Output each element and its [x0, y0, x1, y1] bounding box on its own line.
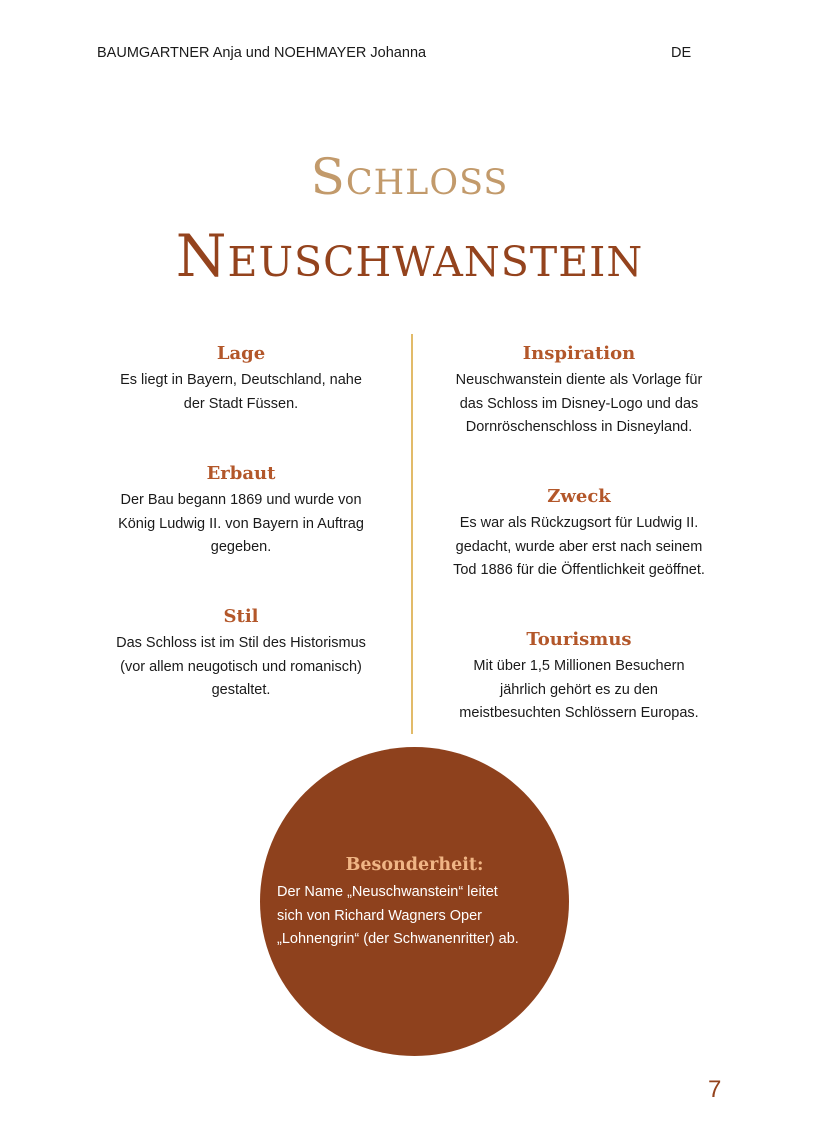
header-authors: BAUMGARTNER Anja und NOEHMAYER Johanna — [97, 45, 427, 61]
section-tourismus-heading: Tourismus — [526, 629, 632, 650]
header-language: DE — [671, 45, 692, 61]
section-lage-heading: Lage — [216, 343, 266, 364]
section-inspiration-heading: Inspiration — [522, 343, 636, 364]
section-tourismus — [429, 629, 729, 726]
section-lage — [91, 343, 391, 416]
section-zweck-heading: Zweck — [547, 486, 611, 507]
center-divider — [411, 334, 413, 734]
section-stil-text: Das Schloss ist im Stil des Historismus (vor allem neugotisch und romanisch) gestaltet. — [116, 635, 366, 698]
section-erbaut-heading: Erbaut — [206, 463, 276, 484]
section-inspiration-text: Neuschwanstein diente als Vorlage für das Schloss im Disney-Logo und das Dornröschenschloss in Disneyland. — [455, 372, 703, 435]
page-title-line-1: Schloss — [310, 148, 509, 206]
section-zweck-text: Es war als Rückzugsort für Ludwig II. gedacht, wurde aber erst nach seinem Tod 1886 für die Öffentlichkeit geöffnet. — [453, 515, 705, 578]
section-zweck — [429, 486, 729, 583]
section-stil-heading: Stil — [223, 606, 259, 627]
section-lage-text: Es liegt in Bayern, Deutschland, nahe der Stadt Füssen. — [120, 372, 362, 412]
page-number: 7 — [708, 1076, 722, 1103]
section-erbaut-text: Der Bau begann 1869 und wurde von König Ludwig II. von Bayern in Auftrag gegeben. — [118, 492, 364, 555]
page-title-line-2: Neuschwanstein — [175, 222, 644, 290]
section-erbaut — [91, 463, 391, 560]
special-heading: Besonderheit: — [345, 855, 484, 875]
special-text: Der Name „Neuschwanstein“ leitet sich von Richard Wagners Oper „Lohnengrin“ (der Schwanenritter) ab. — [277, 884, 519, 947]
section-inspiration — [429, 343, 729, 440]
section-stil — [91, 606, 391, 703]
section-tourismus-text: Mit über 1,5 Millionen Besuchern jährlich gehört es zu den meistbesuchten Schlössern Europas. — [459, 658, 699, 721]
